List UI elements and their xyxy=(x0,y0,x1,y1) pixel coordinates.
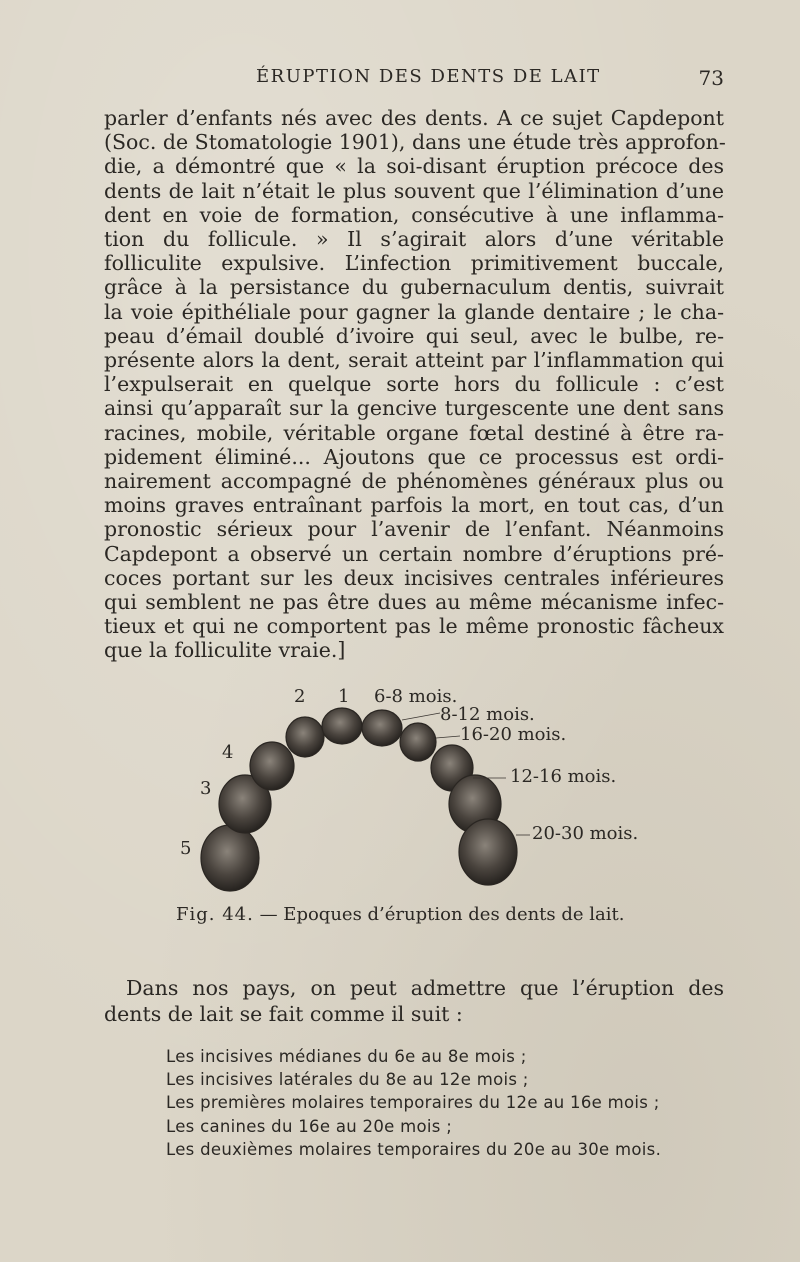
figure-label: 1 xyxy=(338,686,350,707)
figure-label: 16-20 mois. xyxy=(460,724,567,745)
list-item: Les incisives latérales du 8e au 12e mois ; xyxy=(166,1070,529,1090)
text-line: moins graves entraînant parfois la mort, en tout cas, d’un xyxy=(104,493,724,518)
text-line: die, a démontré que « la soi-disant éruption précoce des xyxy=(104,154,724,179)
text-line: nairement accompagné de phénomènes généraux plus ou xyxy=(104,469,724,494)
tooth-lateral-incisor-right xyxy=(400,723,436,761)
figure-caption-text: — Epoques d’éruption des dents de lait. xyxy=(259,904,625,925)
figure-label: 20-30 mois. xyxy=(532,823,639,844)
text-line: (Soc. de Stomatologie 1901), dans une étude très approfon- xyxy=(104,130,726,155)
text-line: que la folliculite vraie.] xyxy=(104,638,346,663)
figure-label: 2 xyxy=(294,686,306,707)
text-line: grâce à la persistance du gubernaculum dentis, suivrait xyxy=(104,275,724,300)
text-line: folliculite expulsive. L’infection primitivement buccale, xyxy=(104,251,724,276)
text-line: qui semblent ne pas être dues au même mécanisme infec- xyxy=(104,590,724,615)
text-line: dents de lait n’était le plus souvent que l’élimination d’une xyxy=(104,178,724,203)
dental-arch-illustration xyxy=(170,680,650,900)
page-number: 73 xyxy=(698,66,724,90)
list-item: Les deuxièmes molaires temporaires du 20e au 30e mois. xyxy=(166,1139,662,1159)
figure-caption xyxy=(176,904,624,925)
list-item: Les premières molaires temporaires du 12e au 16e mois ; xyxy=(166,1093,660,1113)
figure-label: 5 xyxy=(180,838,192,859)
pointer-line xyxy=(402,713,440,720)
text-line: parler d’enfants nés avec des dents. A ce sujet Capdepont xyxy=(104,106,724,130)
text-line: tieux et qui ne comportent pas le même pronostic fâcheux xyxy=(104,614,724,639)
text-line: dents de lait se fait comme il suit : xyxy=(104,1002,463,1026)
figure-label: 6-8 mois. xyxy=(374,686,458,707)
text-line: ainsi qu’apparaît sur la gencive turgescente une dent sans xyxy=(104,396,724,421)
text-line: l’expulserait en quelque sorte hors du follicule : c’est xyxy=(104,372,724,397)
list-item: Les incisives médianes du 6e au 8e mois ; xyxy=(166,1047,527,1066)
dental-arch-figure xyxy=(170,680,650,900)
text-line: pidement éliminé... Ajoutons que ce processus est ordi- xyxy=(104,444,724,469)
tooth-central-incisor-right xyxy=(362,710,402,746)
text-line: pronostic sérieux pour l’avenir de l’enfant. Néanmoins xyxy=(104,517,724,542)
text-line: Capdepont a observé un certain nombre d’éruptions pré- xyxy=(104,541,724,566)
tooth-molar-left-second xyxy=(201,825,259,891)
pointer-line xyxy=(436,736,460,738)
paragraph-eruption-intro xyxy=(104,975,724,1027)
text-line: présente alors la dent, serait atteint par l’inflammation qui xyxy=(104,348,724,373)
text-line: tion du follicule. » Il s’agirait alors d’une véritable xyxy=(104,227,724,252)
text-line: peau d’émail doublé d’ivoire qui seul, avec le bulbe, re- xyxy=(104,323,724,348)
list-item: Les canines du 16e au 20e mois ; xyxy=(166,1116,453,1136)
text-line: la voie épithéliale pour gagner la glande dentaire ; le cha- xyxy=(104,299,724,324)
figure-label: 8-12 mois. xyxy=(440,704,535,725)
text-line: racines, mobile, véritable organe fœtal destiné à être ra- xyxy=(104,420,724,445)
tooth-lateral-incisor-left xyxy=(286,717,324,757)
page-header xyxy=(104,66,724,94)
text-line: Dans nos pays, on peut admettre que l’éruption des xyxy=(126,976,724,1000)
figure-label: 12-16 mois. xyxy=(510,766,617,787)
running-title: ÉRUPTION DES DENTS DE LAIT xyxy=(256,66,601,87)
tooth-molar-right-second xyxy=(459,819,517,885)
figure-number: Fig. 44. xyxy=(176,904,254,925)
eruption-schedule-list xyxy=(166,1045,726,1161)
paragraph-capdepont xyxy=(104,106,724,663)
tooth-central-incisor-left xyxy=(322,708,362,744)
text-line: dent en voie de formation, consécutive à une inflamma- xyxy=(104,202,724,227)
tooth-canine-left xyxy=(250,742,294,790)
text-line: coces portant sur les deux incisives centrales inférieures xyxy=(104,565,724,590)
figure-label: 4 xyxy=(222,742,234,763)
figure-label: 3 xyxy=(200,778,212,799)
